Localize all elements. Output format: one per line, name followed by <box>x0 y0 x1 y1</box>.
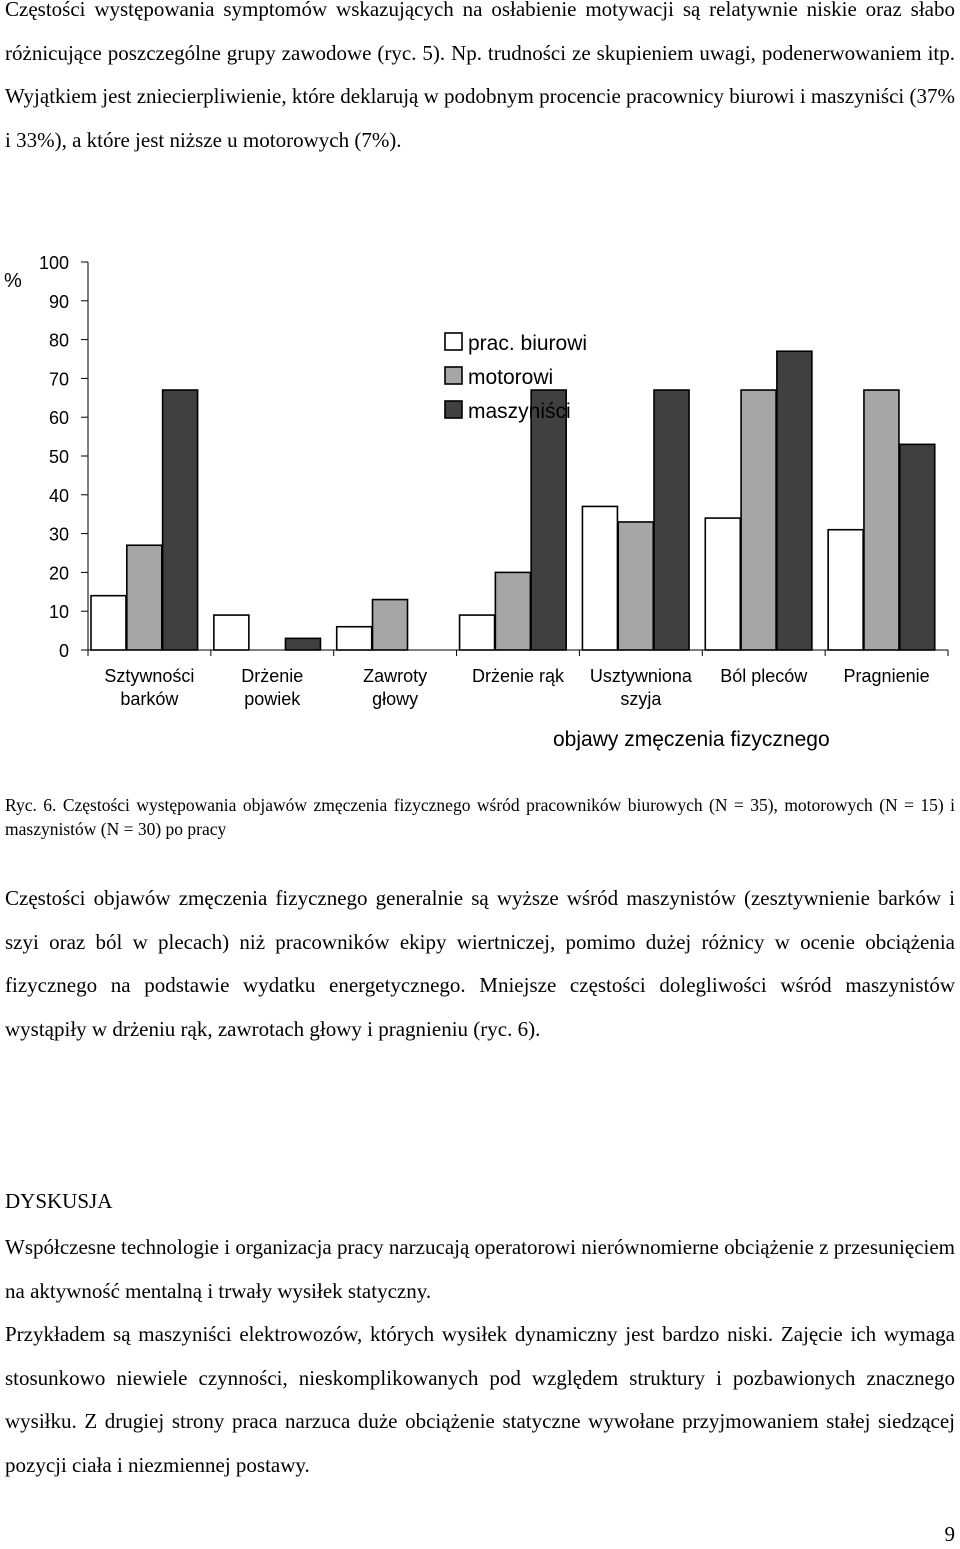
bar <box>495 572 530 650</box>
discussion-line-2: Przykładem są maszyniści elektrowozów, których wysiłek dynamiczny jest bardzo niski. Zajęcie ich wymaga stosunkowo niewiele czynności, nieskomplikowanych pod względem struktury i pozbawionych znacznego wysiłku. Z drugiej strony praca narzuca duże obciążenie statyczne wywołane przyjmowaniem stałej siedzącej pozycji ciała i niezmiennej postawy. <box>5 1322 955 1477</box>
y-tick-label: 0 <box>58 641 69 661</box>
x-axis <box>88 650 948 709</box>
page-number: 9 <box>944 1522 955 1546</box>
y-axis <box>39 253 88 661</box>
x-tick-label: Pragnienie <box>843 666 930 686</box>
y-tick-label: 100 <box>38 253 69 273</box>
x-axis-label: objawy zmęczenia fizycznego <box>553 728 830 751</box>
y-tick-label: 20 <box>48 563 69 584</box>
y-tick-label: 70 <box>48 369 69 390</box>
y-tick-label: 50 <box>48 447 69 467</box>
bar <box>460 615 495 650</box>
section-heading: DYSKUSJA <box>5 1189 113 1213</box>
bar <box>531 390 566 650</box>
bar-chart <box>0 245 960 765</box>
y-tick-label: 10 <box>48 602 69 623</box>
bar <box>864 390 899 650</box>
discussion-line-1: Współczesne technologie i organizacja pracy narzucają operatorowi nierównomierne obciążenie z przesunięciem na aktywność mentalną i trwały wysiłek statyczny. <box>5 1235 955 1303</box>
x-tick-label: powiek <box>244 689 301 709</box>
x-tick-label: barków <box>120 689 179 709</box>
results-paragraph: Częstości objawów zmęczenia fizycznego generalnie są wyższe wśród maszynistów (zesztywnienie barków i szyi oraz ból w plecach) niż pracowników ekipy wiertniczej, pomimo dużej różnicy w ocenie obciążenia fizycznego na podstawie wydatku energetycznego. Mniejsze częstości dolegliwości wśród maszynistów wystąpiły w drżeniu rąk, zawrotach głowy i pragnieniu (ryc. 6). <box>5 886 955 1041</box>
bar <box>127 545 162 650</box>
legend-label: motorowi <box>468 366 554 389</box>
legend <box>445 332 587 423</box>
legend-label: prac. biurowi <box>468 332 588 355</box>
bar <box>705 518 740 650</box>
legend-swatch <box>445 367 462 384</box>
intro-paragraph: Częstości występowania symptomów wskazujących na osłabienie motywacji są relatywnie niskie oraz słabo różnicujące poszczególne grupy zawodowe (ryc. 5). Np. trudności ze skupieniem uwagi, podenerwowaniem itp. Wyjątkiem jest zniecierpliwienie, które deklarują w podobnym procencie pracownicy biurowi i maszyniści (37% i 33%), a które jest niższe u motorowych (7%). <box>5 0 955 152</box>
y-axis-label: % <box>4 270 22 292</box>
bar <box>337 627 372 650</box>
bar <box>91 596 126 650</box>
x-tick-label: Usztywniona <box>589 666 692 686</box>
bar <box>163 390 198 650</box>
x-tick-label: Zawroty <box>363 666 428 686</box>
bar <box>373 600 408 650</box>
bar <box>900 444 935 650</box>
bar <box>582 506 617 650</box>
legend-swatch <box>445 401 462 418</box>
y-tick-label: 40 <box>48 485 69 506</box>
x-tick-label: Ból pleców <box>720 666 808 686</box>
x-tick-label: Sztywności <box>104 666 195 686</box>
bars <box>91 351 935 650</box>
x-tick-label: głowy <box>372 689 419 709</box>
bar <box>828 530 863 650</box>
y-tick-label: 60 <box>48 408 69 429</box>
figure-caption: Ryc. 6. Częstości występowania objawów zmęczenia fizycznego wśród pracowników biurowych (N = 35), motorowych (N = 15) i maszynistów (N = 30) po pracy <box>5 795 955 839</box>
bar <box>214 615 249 650</box>
y-tick-label: 80 <box>48 330 69 351</box>
y-tick-label: 90 <box>48 291 69 312</box>
bar <box>741 390 776 650</box>
legend-label: maszyniści <box>468 400 571 423</box>
discussion-paragraph <box>5 1226 955 1487</box>
y-tick-label: 30 <box>48 524 69 545</box>
bar <box>777 351 812 650</box>
x-tick-label: szyja <box>620 689 662 709</box>
bar <box>285 638 320 650</box>
bar <box>618 522 653 650</box>
legend-swatch <box>445 333 462 350</box>
x-tick-label: Drżenie <box>241 666 304 686</box>
bar <box>654 390 689 650</box>
x-tick-label: Drżenie rąk <box>471 666 565 686</box>
